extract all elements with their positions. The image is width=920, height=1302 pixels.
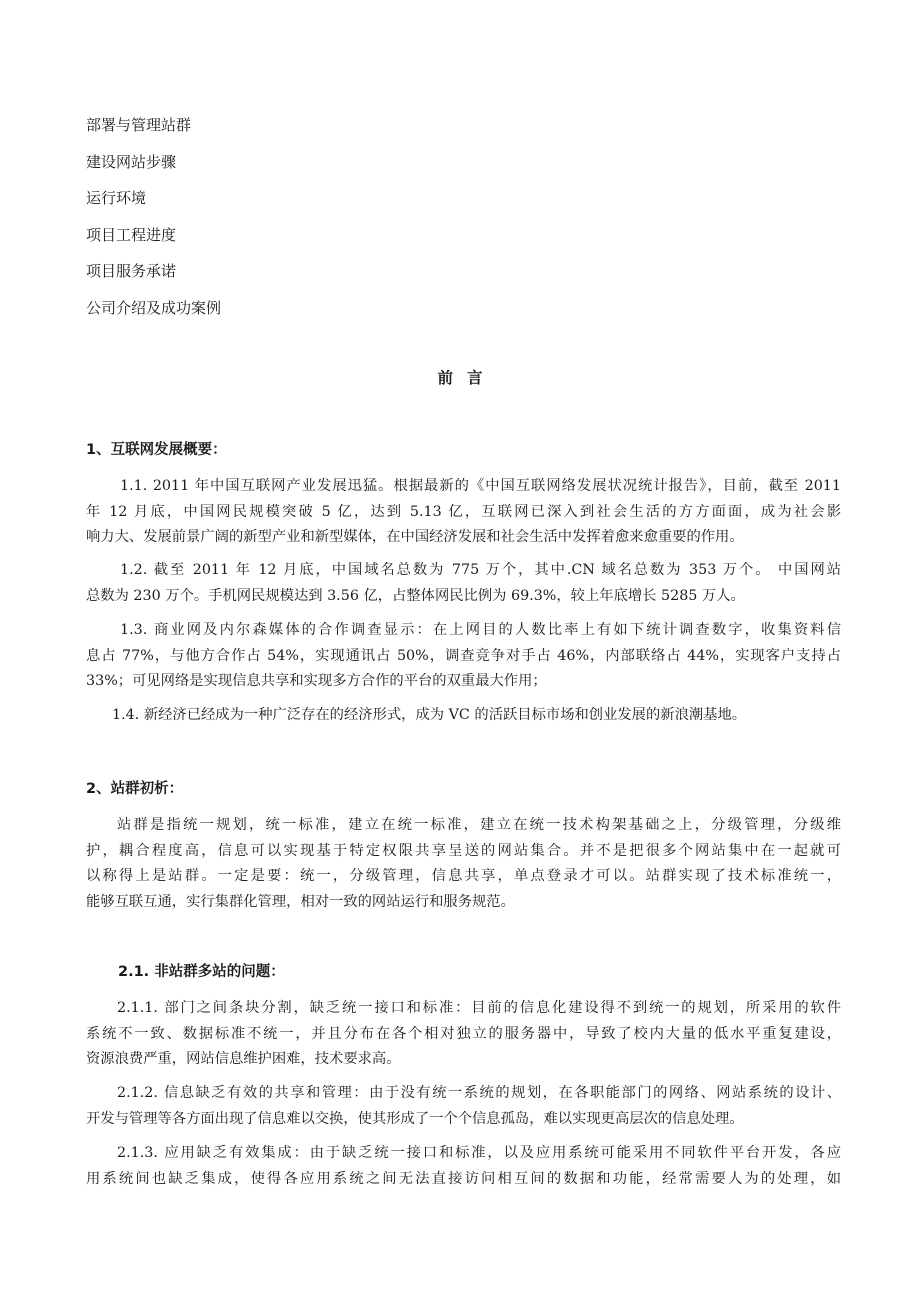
text-line: 系统不一致、数据标准不统一，并且分布在各个相对独立的服务器中，导致了校内大量的低水平重复建设， bbox=[86, 1025, 841, 1042]
text-line: 2.1.3. 应用缺乏有效集成：由于缺乏统一接口和标准，以及应用系统可能采用不同软件平台开发，各应 bbox=[117, 1145, 841, 1161]
paragraph-1-2 bbox=[86, 558, 841, 609]
paragraph-1-4 bbox=[86, 703, 841, 729]
paragraph-2-1-1 bbox=[86, 996, 841, 1073]
paragraph-2-1-2 bbox=[86, 1081, 841, 1132]
text-line: 开发与管理等各方面出现了信息难以交换，使其形成了一个个信息孤岛，难以实现更高层次的信息处理。 bbox=[86, 1110, 744, 1127]
text-line: 用系统间也缺乏集成，使得各应用系统之间无法直接访问相互间的数据和功能，经常需要人为的处理，如 bbox=[86, 1170, 841, 1187]
toc-item: 项目服务承诺 bbox=[86, 262, 177, 280]
paragraph-1-3 bbox=[86, 618, 841, 695]
toc-item: 部署与管理站群 bbox=[86, 116, 192, 134]
section-1-heading: 1、互联网发展概要： bbox=[86, 442, 227, 458]
toc-item: 建设网站步骤 bbox=[86, 152, 177, 171]
text-line: 33%；可见网络是实现信息共享和实现多方合作的平台的双重最大作用； bbox=[86, 673, 547, 689]
toc-item: 运行环境 bbox=[86, 189, 147, 207]
toc-item: 公司介绍及成功案例 bbox=[86, 298, 222, 317]
text-line: 1.2. 截至 2011 年 12 月底，中国域名总数为 775 万个，其中.CN 域名总数为 353 万个。 中国网站 bbox=[120, 562, 841, 578]
text-line: 响力大、发展前景广阔的新型产业和新型媒体，在中国经济发展和社会生活中发挥着愈来愈重要的作用。 bbox=[86, 529, 744, 545]
text-line: 总数为 230 万个。手机网民规模达到 3.56 亿，占整体网民比例为 69.3%，较上年底增长 5285 万人。 bbox=[86, 587, 745, 604]
text-line: 能够互联互通，实行集群化管理，相对一致的网站运行和服务规范。 bbox=[86, 893, 515, 910]
text-line: 1.3. 商业网及内尔森媒体的合作调查显示：在上网目的人数比率上有如下统计调查数字，收集资料信 bbox=[120, 622, 841, 638]
text-line: 年 12 月底，中国网民规模突破 5 亿，达到 5.13 亿，互联网已深入到社会生活的方方面面，成为社会影 bbox=[86, 503, 841, 520]
paragraph-1-1 bbox=[86, 474, 841, 551]
text-line: 资源浪费严重，网站信息维护困难，技术要求高。 bbox=[86, 1051, 401, 1067]
toc-item: 项目工程进度 bbox=[86, 225, 177, 244]
text-line: 息占 77%，与他方合作占 54%，实现通讯占 50%，调查竞争对手占 46%，内部联络占 44%，实现客户支持占 bbox=[86, 647, 841, 664]
section-2-1-heading: 2.1. 非站群多站的问题： bbox=[118, 964, 285, 980]
table-of-contents bbox=[86, 112, 221, 331]
text-line: 1.1. 2011 年中国互联网产业发展迅猛。根据最新的《中国互联网络发展状况统计报告》，目前，截至 2011 bbox=[120, 478, 841, 494]
paragraph-2 bbox=[86, 813, 841, 915]
text-line: 以称得上是站群。一定是要：统一，分级管理，信息共享，单点登录才可以。站群实现了技术标准统一， bbox=[86, 868, 841, 884]
section-2-heading: 2、站群初析： bbox=[86, 781, 184, 797]
paragraph-2-1-3 bbox=[86, 1141, 841, 1192]
text-line: 2.1.2. 信息缺乏有效的共享和管理：由于没有统一系统的规划，在各职能部门的网络、网站系统的设计、 bbox=[117, 1085, 841, 1101]
preface-title: 前言 bbox=[437, 368, 497, 387]
text-line: 1.4. 新经济已经成为一种广泛存在的经济形式，成为 VC 的活跃目标市场和创业发展的新浪潮基地。 bbox=[112, 707, 747, 723]
text-line: 站群是指统一规划，统一标准，建立在统一标准，建立在统一技术构架基础之上，分级管理，分级维 bbox=[117, 817, 841, 833]
text-line: 2.1.1. 部门之间条块分割，缺乏统一接口和标准：目前的信息化建设得不到统一的规划，所采用的软件 bbox=[117, 1000, 841, 1016]
text-line: 护，耦合程度高，信息可以实现基于特定权限共享呈送的网站集合。并不是把很多个网站集中在一起就可 bbox=[86, 842, 841, 859]
